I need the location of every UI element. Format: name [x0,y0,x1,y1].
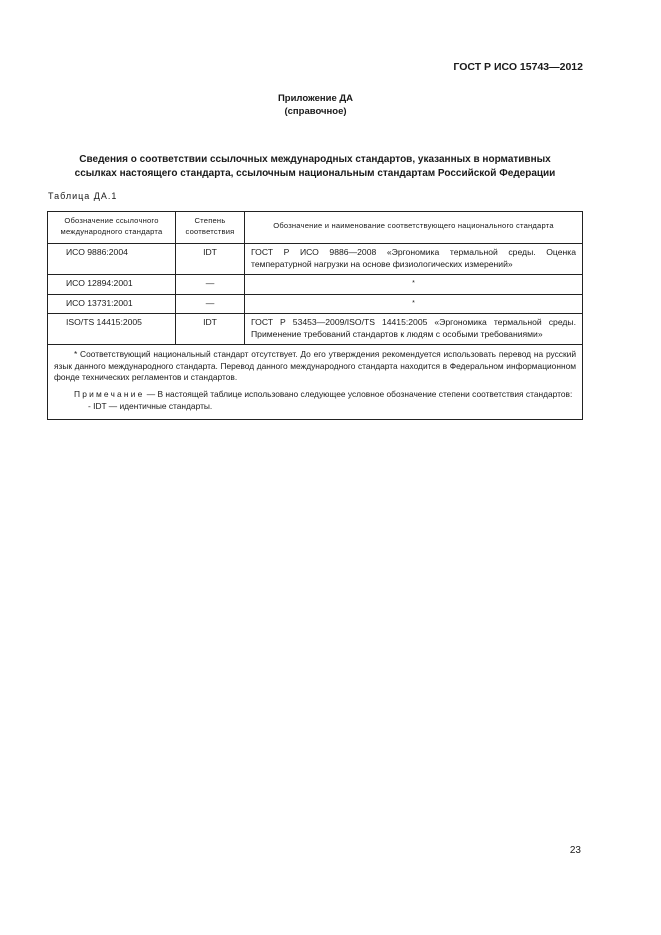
table-footnote: * Соответствующий национальный стандарт отсутствует. До его утверждения рекомендуется использовать перевод на русский язык данного международного стандарта. Перевод данного международного стандарта находится в Федеральном информационном фонде технических регламентов и стандартов. [54,349,576,383]
annex-title: Приложение ДА [277,93,354,104]
cell-degree: IDT [176,244,245,275]
header-degree [176,212,245,244]
note-label: Примечание [74,389,145,400]
header-national-standard: Обозначение и наименование соответствующего национального стандарта [245,212,583,244]
table-row [48,275,583,295]
header-degree-line-2: соответствия [185,226,235,236]
cell-reference: ИСО 13731:2001 [48,294,176,314]
table-row [48,294,583,314]
table-note [54,389,576,401]
cell-reference: ИСО 12894:2001 [48,275,176,295]
page-number: 23 [569,845,581,856]
table-notes-cell [48,345,583,420]
cell-national: * [245,275,583,295]
table-caption: Таблица ДА.1 [48,191,118,201]
section-title [48,153,582,180]
cell-national: * [245,294,583,314]
annex-heading [0,92,661,118]
header-degree-line-1: Степень [194,216,226,225]
cell-degree: IDT [176,314,245,345]
document-standard-header: ГОСТ Р ИСО 15743—2012 [453,61,583,73]
cell-degree: — [176,294,245,314]
table-row [48,314,583,345]
note-text: — В настоящей таблице использовано следующее условное обозначение степени соответствия стандартов: [144,389,573,400]
note-item: - IDT — идентичные стандарты. [88,400,213,411]
correspondence-table [47,211,583,420]
cell-degree: — [176,275,245,295]
cell-national: ГОСТ Р 53453—2009/ISO/TS 14415:2005 «Эргономика термальной среды. Применение требований стандартов к людям с особыми требованиями» [245,314,583,345]
section-title-line-1: Сведения о соответствии ссылочных международных стандартов, указанных в нормативных [79,154,551,165]
cell-reference: ИСО 9886:2004 [48,244,176,275]
header-reference-standard [48,212,176,244]
cell-national: ГОСТ Р ИСО 9886—2008 «Эргономика термальной среды. Оценка температурной нагрузки на основе физиологических измерений» [245,244,583,275]
table-row [48,244,583,275]
header-reference-line-1: Обозначение ссылочного [64,216,159,225]
cell-reference: ISO/TS 14415:2005 [48,314,176,345]
table-header-row [48,212,583,244]
header-reference-line-2: международного стандарта [60,226,163,236]
annex-subtitle: (справочное) [284,106,347,117]
section-title-line-2: ссылках настоящего стандарта, ссылочным национальным стандартам Российской Федерации [74,167,556,179]
table-notes-row [48,345,583,420]
